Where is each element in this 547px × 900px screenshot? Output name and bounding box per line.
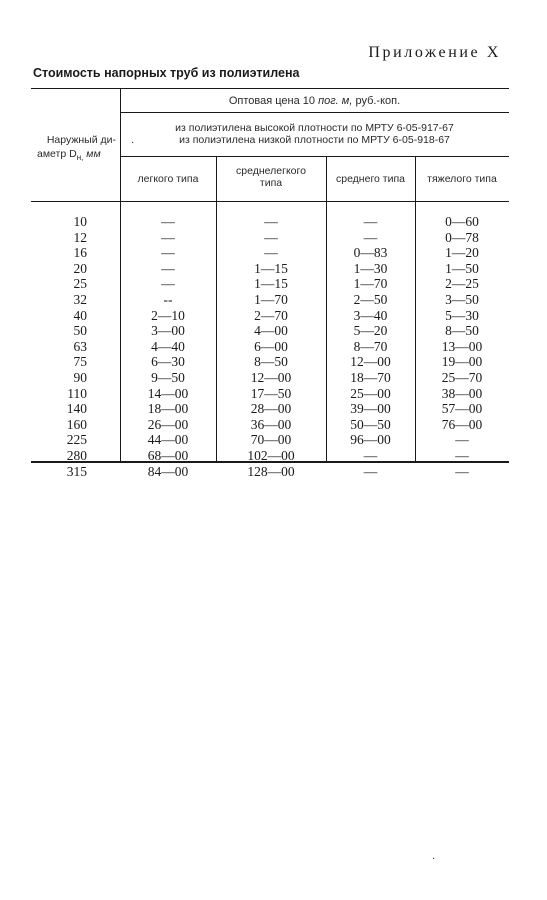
cell-medlight: 2—70 [254,307,288,323]
cell-heavy: — [455,432,469,448]
page-speck: · [432,854,436,865]
cell-medlight: — [264,245,278,261]
price-header-unit: пог. м, [318,95,353,107]
cell-medlight: 28—00 [250,401,292,417]
cell-heavy: 38—00 [441,385,483,401]
cell-diameter: 90 [73,369,87,385]
cell-light: 68—00 [147,447,189,463]
diameter-subscript: н, [76,153,84,162]
cell-diameter: 40 [73,307,87,323]
cell-medium: 25—00 [350,385,391,401]
cell-heavy: 13—00 [441,338,483,354]
cell-medlight: 36—00 [250,416,292,432]
cell-heavy: 1—20 [445,245,479,261]
cell-diameter: 75 [73,354,87,370]
cell-medium: 96—00 [350,432,391,448]
cell-medlight: 70—00 [250,432,292,448]
cell-medlight: 8—50 [254,354,288,370]
cell-medlight: 1—15 [254,260,288,276]
stray-mark: · [131,138,135,149]
material-line-ldpe: из полиэтилена низкой плотности по МРТУ 6-05-918-67 [179,134,450,146]
cell-heavy: 19—00 [441,354,483,370]
material-header [120,122,509,146]
cell-diameter: 160 [66,416,87,432]
cell-medlight: 17—50 [250,385,292,401]
col-header-medium: среднего типа [335,173,406,185]
cell-diameter: 140 [66,401,87,417]
cell-medium: 39—00 [350,401,391,417]
column-medlight [216,214,326,479]
cell-heavy: 8—50 [445,323,479,339]
col-header-medlight-line2: типа [259,177,283,189]
column-diameter [31,214,87,479]
col-header-medlight [216,165,326,189]
header-bottom-rule [31,201,509,202]
diameter-unit: мм [86,148,101,160]
cell-diameter: 50 [73,323,87,339]
cell-medium: 5—20 [353,323,388,339]
cell-medlight: 12—00 [250,369,292,385]
cell-light: 18—00 [147,401,189,417]
cell-light: 14—00 [147,385,189,401]
cell-medium: — [363,214,378,229]
cell-diameter: 32 [73,291,87,307]
diameter-header-line2 [31,148,120,164]
cell-diameter: 225 [66,432,87,448]
cell-medium: — [363,229,378,245]
cell-medlight: — [264,229,278,245]
cell-medlight: 128—00 [247,463,295,479]
diameter-header [31,134,120,164]
cell-medium: 1—70 [353,276,388,292]
cell-medium: 50—50 [350,416,391,432]
price-header-pre: Оптовая цена 10 [228,95,319,107]
column-heavy [415,214,509,479]
cell-medlight: 102—00 [247,447,295,463]
cell-light: — [161,214,175,229]
cell-heavy: — [455,447,469,463]
price-header-rule [120,112,509,113]
cell-medlight: — [264,214,278,229]
cell-light: — [161,245,175,261]
cell-diameter: 10 [73,214,87,229]
table-top-rule [31,88,509,89]
cell-light: — [161,229,175,245]
appendix-heading: Приложение X [368,44,501,61]
cell-heavy: 57—00 [441,401,483,417]
price-header-post: руб.-коп. [352,95,401,107]
cell-medlight: 1—70 [254,291,288,307]
col-header-heavy: тяжелого типа [427,173,497,185]
cell-heavy: 2—25 [445,276,479,292]
column-medium [326,214,415,479]
cell-medium: 0—83 [353,245,388,261]
cell-diameter: 25 [73,276,87,292]
cell-medium: 18—70 [350,369,391,385]
cell-light: 6—30 [151,354,185,370]
cell-light: 4—40 [151,338,185,354]
cell-diameter: 63 [73,338,87,354]
cell-medium: — [363,447,378,463]
cell-light: -- [163,291,173,307]
cell-heavy: 5—30 [445,307,479,323]
diameter-header-line1: Наружный ди- [46,134,116,146]
cell-medium: 2—50 [353,291,388,307]
cell-medlight: 4—00 [254,323,288,339]
cell-heavy: — [455,463,469,479]
material-header-rule [120,156,509,157]
cell-light: 44—00 [147,432,189,448]
table-title: Стоимость напорных труб из полиэтилена [33,66,300,80]
cell-light: 84—00 [147,463,189,479]
diameter-label: аметр D [37,148,77,160]
cell-heavy: 1—50 [445,260,479,276]
cell-diameter: 16 [73,245,87,261]
cell-light: — [161,276,175,292]
price-table [31,88,509,479]
cell-light: 9—50 [151,369,185,385]
col-header-medlight-line1: среднелегкого [236,165,306,177]
cell-heavy: 76—00 [441,416,483,432]
cell-diameter: 315 [66,463,87,479]
material-line-hdpe: из полиэтилена высокой плотности по МРТУ 6-05-917-67 [175,122,454,134]
column-light [120,214,216,479]
cell-light: 2—10 [151,307,185,323]
cell-medium: 3—40 [353,307,388,323]
cell-medium: — [363,463,378,479]
price-header [120,95,509,107]
cell-heavy: 0—60 [445,214,479,229]
cell-light: 3—00 [151,323,185,339]
cell-diameter: 12 [73,229,87,245]
cell-medlight: 1—15 [254,276,288,292]
cell-medlight: 6—00 [254,338,288,354]
cell-heavy: 0—78 [445,229,479,245]
cell-diameter: 280 [66,447,87,463]
cell-heavy: 25—70 [441,369,483,385]
cell-medium: 1—30 [353,260,388,276]
cell-medium: 12—00 [350,354,391,370]
cell-diameter: 110 [67,385,87,401]
col-header-light: легкого типа [137,173,199,185]
cell-heavy: 3—50 [445,291,479,307]
cell-diameter: 20 [73,260,87,276]
cell-light: — [161,260,175,276]
cell-medium: 8—70 [353,338,388,354]
cell-light: 26—00 [147,416,189,432]
